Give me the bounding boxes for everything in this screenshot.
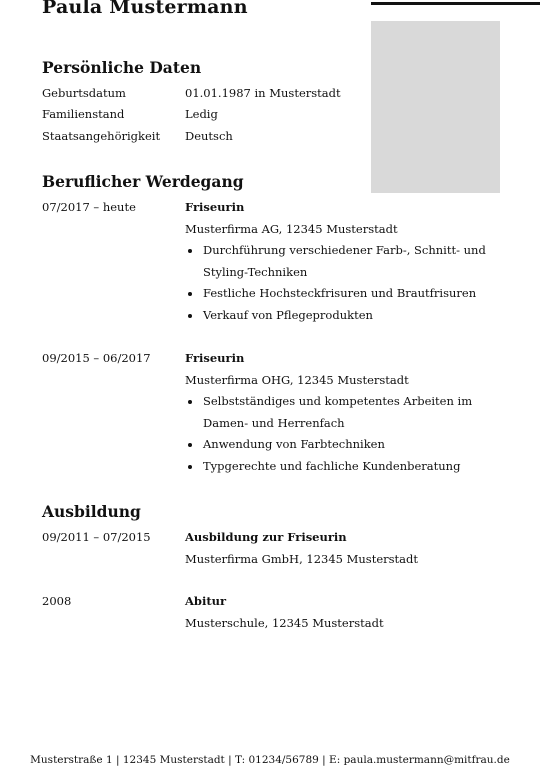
career-period: 09/2015 – 06/2017 <box>42 351 151 365</box>
list-item: Anwendung von Farbtechniken <box>185 434 502 456</box>
contact-footer: Musterstraße 1 | 12345 Musterstadt | T: 01234/56789 | E: paula.mustermann@mitfrau.de <box>30 754 510 766</box>
career-details <box>185 348 502 478</box>
education-details <box>185 527 502 570</box>
list-item: Festliche Hochsteckfrisuren und Brautfrisuren <box>185 283 502 305</box>
personal-label: Staatsangehörigkeit <box>42 129 161 143</box>
education-title: Ausbildung zur Friseurin <box>185 530 347 544</box>
education-period: 09/2011 – 07/2015 <box>42 530 151 544</box>
header-rule <box>371 2 540 5</box>
section-title-career: Beruflicher Werdegang <box>42 172 244 191</box>
personal-value: 01.01.1987 in Musterstadt <box>185 86 341 100</box>
list-item: Durchführung verschiedener Farb-, Schnitt- und Styling-Techniken <box>185 240 502 283</box>
career-company: Musterfirma OHG, 12345 Musterstadt <box>185 372 409 387</box>
candidate-name: Paula Mustermann <box>42 0 248 18</box>
career-company: Musterfirma AG, 12345 Musterstadt <box>185 221 398 236</box>
career-position: Friseurin <box>185 351 245 365</box>
list-item: Typgerechte und fachliche Kundenberatung <box>185 456 502 478</box>
education-title: Abitur <box>185 594 227 608</box>
education-institution: Musterfirma GmbH, 12345 Musterstadt <box>185 551 418 566</box>
education-institution: Musterschule, 12345 Musterstadt <box>185 615 384 630</box>
career-task-list <box>185 240 502 326</box>
section-title-personal: Persönliche Daten <box>42 58 202 77</box>
personal-value: Ledig <box>185 107 218 121</box>
section-title-education: Ausbildung <box>42 502 141 521</box>
personal-label: Familienstand <box>42 107 125 121</box>
career-period: 07/2017 – heute <box>42 200 136 214</box>
education-details <box>185 591 502 634</box>
personal-label: Geburtsdatum <box>42 86 126 100</box>
list-item: Verkauf von Pflegeprodukten <box>185 305 502 327</box>
education-period: 2008 <box>42 594 72 608</box>
career-details <box>185 197 502 327</box>
career-task-list <box>185 391 502 477</box>
personal-value: Deutsch <box>185 129 233 143</box>
career-position: Friseurin <box>185 200 245 214</box>
list-item: Selbstständiges und kompetentes Arbeiten im Damen- und Herrenfach <box>185 391 502 434</box>
